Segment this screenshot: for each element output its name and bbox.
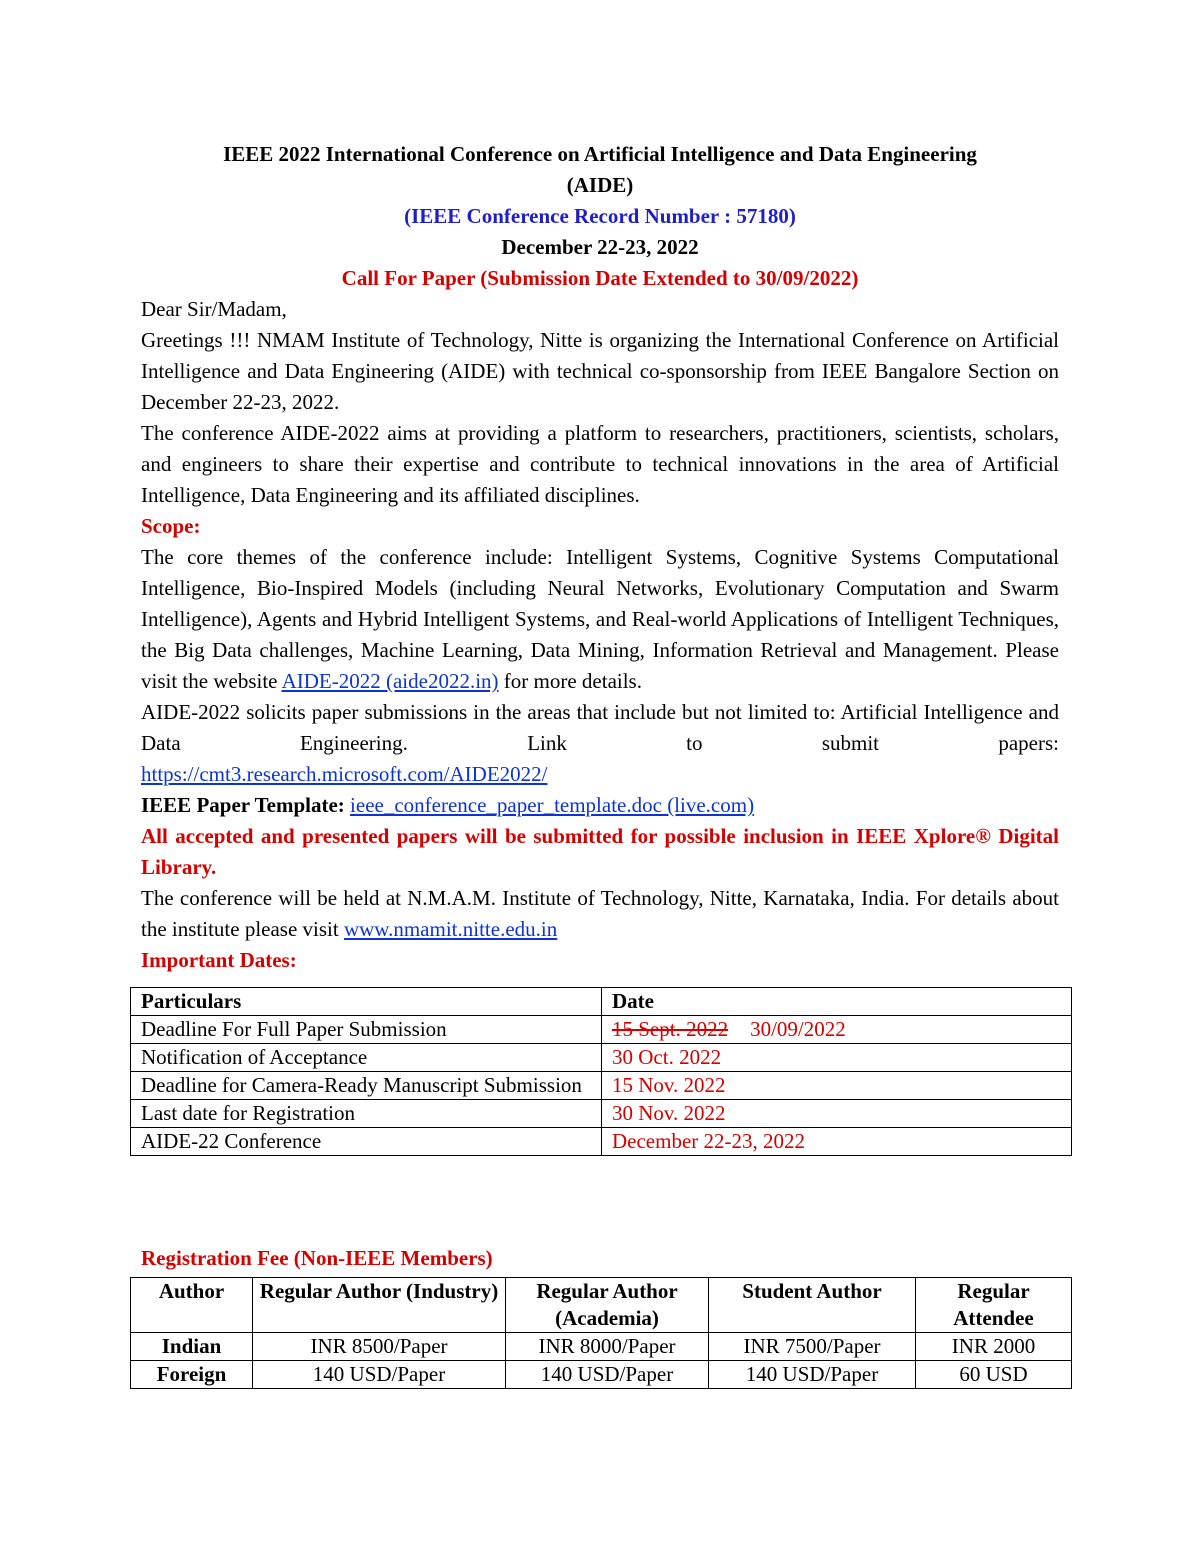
fee-cell: INR 8000/Paper [506, 1333, 709, 1361]
particular-cell: Notification of Acceptance [131, 1044, 602, 1072]
academia-header: Regular Author (Academia) [506, 1278, 709, 1333]
document-body [141, 139, 1059, 976]
conference-title: IEEE 2022 International Conference on Artificial Intelligence and Data Engineering [223, 142, 977, 166]
particular-cell: Deadline For Full Paper Submission [131, 1016, 602, 1044]
date-cell: December 22-23, 2022 [602, 1128, 1072, 1156]
particular-cell: Deadline for Camera-Ready Manuscript Submission [131, 1072, 602, 1100]
date-cell: 30 Nov. 2022 [602, 1100, 1072, 1128]
date-header: Date [602, 988, 1072, 1016]
scope-heading: Scope: [141, 514, 201, 538]
submit-label: Link to submit papers: [527, 731, 1059, 755]
fee-cell: INR 7500/Paper [709, 1333, 916, 1361]
template-line [141, 790, 1059, 821]
table-row [131, 1333, 1072, 1361]
solicit-paragraph [141, 697, 1059, 759]
industry-header: Regular Author (Industry) [253, 1278, 506, 1333]
old-date: 15 Sept. 2022 [612, 1017, 729, 1041]
date-cell: 15 Nov. 2022 [602, 1072, 1072, 1100]
template-label: IEEE Paper Template: [141, 793, 345, 817]
fee-cell: INR 8500/Paper [253, 1333, 506, 1361]
particular-cell: Last date for Registration [131, 1100, 602, 1128]
table-row [131, 1044, 1072, 1072]
fee-cell: 140 USD/Paper [709, 1361, 916, 1389]
registration-fee-title: Registration Fee (Non-IEEE Members) [141, 1246, 493, 1270]
fee-cell: 60 USD [916, 1361, 1072, 1389]
scope-paragraph [141, 542, 1059, 697]
submit-link-line [141, 759, 1059, 790]
author-header: Author [131, 1278, 253, 1333]
conference-acronym: (AIDE) [566, 173, 634, 197]
particulars-header: Particulars [131, 988, 602, 1016]
important-dates-heading: Important Dates: [141, 948, 297, 972]
table-header-row [131, 1278, 1072, 1333]
scope-suffix: for more details. [503, 669, 642, 693]
attendee-header: Regular Attendee [916, 1278, 1072, 1333]
author-cell: Foreign [131, 1361, 253, 1389]
table-row [131, 1361, 1072, 1389]
table-row [131, 1128, 1072, 1156]
table-header-row [131, 988, 1072, 1016]
salutation: Dear Sir/Madam, [141, 297, 287, 321]
website-link[interactable]: AIDE-2022 (aide2022.in) [281, 669, 499, 693]
date-cell: 30 Oct. 2022 [602, 1044, 1072, 1072]
fee-cell: INR 2000 [916, 1333, 1072, 1361]
aims-paragraph: The conference AIDE-2022 aims at providing a platform to researchers, practitioners, scientists, scholars, and engineers to share their expertise and contribute to technical innovations in the area of Artificial Intelligence, Data Engineering and its affiliated disciplines. [141, 421, 1059, 507]
xplore-notice: All accepted and presented papers will be submitted for possible inclusion in IEEE Xplore® Digital Library. [141, 824, 1059, 879]
conference-dates: December 22-23, 2022 [501, 235, 699, 259]
fee-cell: 140 USD/Paper [506, 1361, 709, 1389]
author-cell: Indian [131, 1333, 253, 1361]
greeting-paragraph: Greetings !!! NMAM Institute of Technology, Nitte is organizing the International Conference on Artificial Intelligence and Data Engineering (AIDE) with technical co-sponsorship from IEEE Bangalore Section on December 22-23, 2022. [141, 328, 1059, 414]
submit-link[interactable]: https://cmt3.research.microsoft.com/AIDE2022/ [141, 762, 548, 786]
important-dates-table [130, 987, 1072, 1156]
conference-record-number: (IEEE Conference Record Number : 57180) [404, 204, 796, 228]
table-row [131, 1072, 1072, 1100]
table-row [131, 1100, 1072, 1128]
table-row [131, 1016, 1072, 1044]
venue-link[interactable]: www.nmamit.nitte.edu.in [343, 917, 558, 941]
fee-cell: 140 USD/Paper [253, 1361, 506, 1389]
new-date: 30/09/2022 [750, 1017, 846, 1041]
solicit-text: AIDE-2022 solicits paper submissions in the areas that include but not limited to: Artificial Intelligence and Data Engineering. [141, 700, 1059, 755]
call-for-paper: Call For Paper (Submission Date Extended to 30/09/2022) [341, 266, 859, 290]
student-header: Student Author [709, 1278, 916, 1333]
venue-paragraph [141, 883, 1059, 945]
date-cell [602, 1016, 1072, 1044]
scope-text: The core themes of the conference include: Intelligent Systems, Cognitive Systems Computational Intelligence, Bio-Inspired Models (including Neural Networks, Evolutionary Computation and Swarm Intelligence), Agents and Hybrid Intelligent Systems, and Real-world Applications of Intelligent Techniques, the Big Data challenges, Machine Learning, Data Mining, Information Retrieval and Management. Please visit the website [141, 545, 1059, 693]
registration-fee-table [130, 1277, 1072, 1389]
particular-cell: AIDE-22 Conference [131, 1128, 602, 1156]
template-link[interactable]: ieee_conference_paper_template.doc (live.com) [350, 793, 755, 817]
venue-text: The conference will be held at N.M.A.M. Institute of Technology, Nitte, Karnataka, India. For details about the institute please visit [141, 886, 1059, 941]
